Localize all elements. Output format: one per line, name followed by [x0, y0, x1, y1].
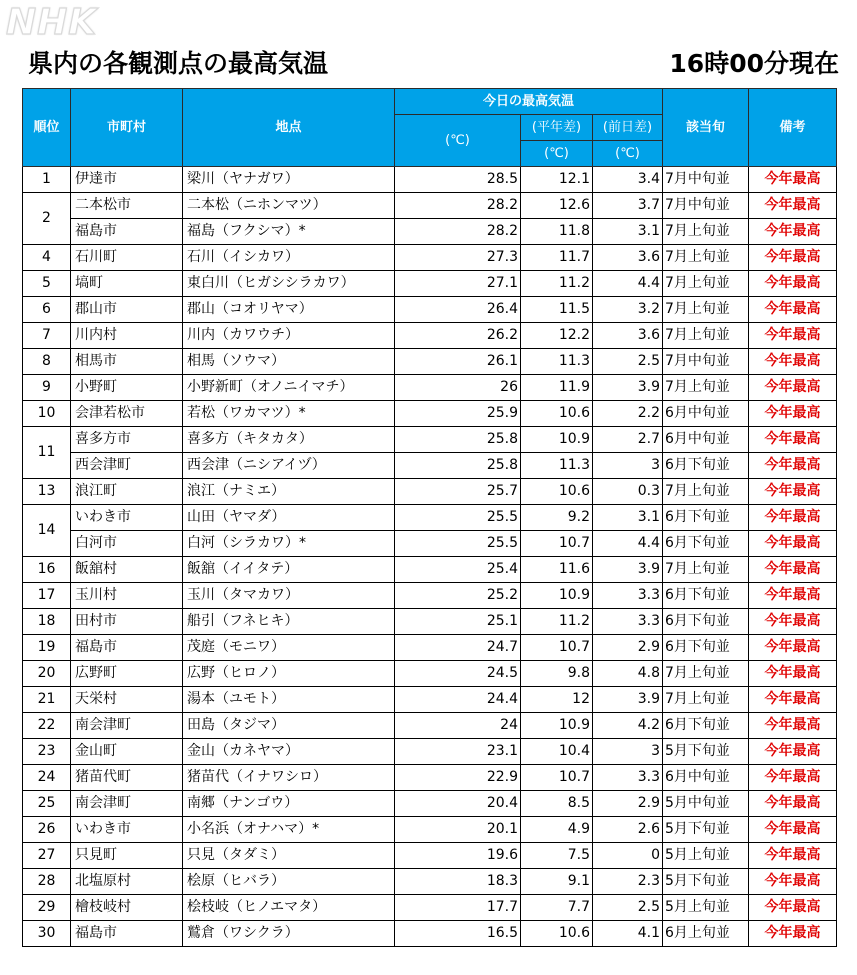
temp-cell: 20.4: [395, 791, 521, 817]
temp-cell: 22.9: [395, 765, 521, 791]
diff-normal-cell: 11.2: [521, 609, 593, 635]
temp-cell: 25.8: [395, 427, 521, 453]
note-cell: 今年最高: [749, 505, 837, 531]
diff-prev-cell: 0: [593, 843, 663, 869]
table-row: [23, 271, 837, 297]
header-temp-unit: (℃): [395, 115, 521, 167]
rank-cell: 26: [23, 817, 71, 843]
point-cell: 若松（ワカマツ）*: [183, 401, 395, 427]
note-cell: 今年最高: [749, 687, 837, 713]
point-cell: 南郷（ナンゴウ）: [183, 791, 395, 817]
point-cell: 相馬（ソウマ）: [183, 349, 395, 375]
rank-cell: 5: [23, 271, 71, 297]
period-cell: 7月中旬並: [663, 167, 749, 193]
table-row: [23, 609, 837, 635]
period-cell: 6月中旬並: [663, 765, 749, 791]
note-cell: 今年最高: [749, 453, 837, 479]
table-row: [23, 739, 837, 765]
note-cell: 今年最高: [749, 245, 837, 271]
diff-normal-cell: 11.2: [521, 271, 593, 297]
header-diff-normal-unit: (℃): [521, 141, 593, 167]
header-city: 市町村: [71, 89, 183, 167]
point-cell: 郡山（コオリヤマ）: [183, 297, 395, 323]
rank-cell: 11: [23, 427, 71, 479]
point-cell: 二本松（ニホンマツ）: [183, 193, 395, 219]
diff-prev-cell: 3.6: [593, 245, 663, 271]
table-row: [23, 713, 837, 739]
temp-cell: 25.2: [395, 583, 521, 609]
header-diff-prev-unit: (℃): [593, 141, 663, 167]
diff-normal-cell: 8.5: [521, 791, 593, 817]
city-cell: 喜多方市: [71, 427, 183, 453]
period-cell: 5月下旬並: [663, 817, 749, 843]
city-cell: いわき市: [71, 505, 183, 531]
diff-normal-cell: 11.8: [521, 219, 593, 245]
diff-normal-cell: 11.5: [521, 297, 593, 323]
timestamp: 16時00分現在: [669, 49, 839, 78]
city-cell: 石川町: [71, 245, 183, 271]
table-body: [23, 167, 837, 947]
header-period: 該当旬: [663, 89, 749, 167]
point-cell: 小野新町（オノニイマチ）: [183, 375, 395, 401]
rank-cell: 16: [23, 557, 71, 583]
city-cell: 檜枝岐村: [71, 895, 183, 921]
note-cell: 今年最高: [749, 323, 837, 349]
diff-prev-cell: 3.2: [593, 297, 663, 323]
note-cell: 今年最高: [749, 765, 837, 791]
table-row: [23, 453, 837, 479]
point-cell: 喜多方（キタカタ）: [183, 427, 395, 453]
temp-cell: 28.2: [395, 193, 521, 219]
diff-normal-cell: 12.1: [521, 167, 593, 193]
diff-prev-cell: 4.4: [593, 531, 663, 557]
table-row: [23, 817, 837, 843]
diff-normal-cell: 11.9: [521, 375, 593, 401]
note-cell: 今年最高: [749, 531, 837, 557]
table-row: [23, 687, 837, 713]
rank-cell: 9: [23, 375, 71, 401]
note-cell: 今年最高: [749, 167, 837, 193]
header-note: 備考: [749, 89, 837, 167]
point-cell: 小名浜（オナハマ）*: [183, 817, 395, 843]
city-cell: 北塩原村: [71, 869, 183, 895]
table-row: [23, 661, 837, 687]
temp-cell: 27.1: [395, 271, 521, 297]
note-cell: 今年最高: [749, 583, 837, 609]
table-row: [23, 219, 837, 245]
table-row: [23, 635, 837, 661]
note-cell: 今年最高: [749, 739, 837, 765]
point-cell: 梁川（ヤナガワ）: [183, 167, 395, 193]
table-row: [23, 505, 837, 531]
diff-prev-cell: 3.1: [593, 505, 663, 531]
diff-normal-cell: 10.9: [521, 713, 593, 739]
diff-prev-cell: 2.5: [593, 349, 663, 375]
rank-cell: 18: [23, 609, 71, 635]
point-cell: 茂庭（モニワ）: [183, 635, 395, 661]
table-row: [23, 557, 837, 583]
city-cell: 南会津町: [71, 713, 183, 739]
diff-normal-cell: 12.2: [521, 323, 593, 349]
rank-cell: 17: [23, 583, 71, 609]
diff-prev-cell: 2.9: [593, 791, 663, 817]
diff-normal-cell: 10.4: [521, 739, 593, 765]
diff-prev-cell: 2.9: [593, 635, 663, 661]
temp-cell: 25.9: [395, 401, 521, 427]
diff-prev-cell: 3.3: [593, 765, 663, 791]
period-cell: 7月上旬並: [663, 557, 749, 583]
diff-normal-cell: 9.2: [521, 505, 593, 531]
note-cell: 今年最高: [749, 843, 837, 869]
table-row: [23, 401, 837, 427]
city-cell: 福島市: [71, 635, 183, 661]
temperature-table: [22, 88, 837, 947]
table-row: [23, 375, 837, 401]
header-point: 地点: [183, 89, 395, 167]
temp-cell: 16.5: [395, 921, 521, 947]
temp-cell: 18.3: [395, 869, 521, 895]
point-cell: 田島（タジマ）: [183, 713, 395, 739]
point-cell: 川内（カワウチ）: [183, 323, 395, 349]
city-cell: 川内村: [71, 323, 183, 349]
period-cell: 6月下旬並: [663, 453, 749, 479]
temp-cell: 17.7: [395, 895, 521, 921]
diff-normal-cell: 11.3: [521, 349, 593, 375]
point-cell: 福島（フクシマ）*: [183, 219, 395, 245]
note-cell: 今年最高: [749, 401, 837, 427]
header-rank: 順位: [23, 89, 71, 167]
diff-prev-cell: 4.8: [593, 661, 663, 687]
diff-normal-cell: 11.3: [521, 453, 593, 479]
diff-prev-cell: 2.5: [593, 895, 663, 921]
city-cell: 田村市: [71, 609, 183, 635]
point-cell: 鷲倉（ワシクラ）: [183, 921, 395, 947]
point-cell: 浪江（ナミエ）: [183, 479, 395, 505]
table-row: [23, 167, 837, 193]
temp-cell: 25.5: [395, 531, 521, 557]
temp-cell: 25.7: [395, 479, 521, 505]
note-cell: 今年最高: [749, 271, 837, 297]
diff-prev-cell: 2.6: [593, 817, 663, 843]
diff-normal-cell: 9.8: [521, 661, 593, 687]
rank-cell: 28: [23, 869, 71, 895]
city-cell: 西会津町: [71, 453, 183, 479]
note-cell: 今年最高: [749, 791, 837, 817]
temp-cell: 20.1: [395, 817, 521, 843]
diff-normal-cell: 11.6: [521, 557, 593, 583]
city-cell: 飯舘村: [71, 557, 183, 583]
table-row: [23, 297, 837, 323]
period-cell: 7月中旬並: [663, 349, 749, 375]
table-row: [23, 349, 837, 375]
city-cell: 浪江町: [71, 479, 183, 505]
diff-prev-cell: 2.7: [593, 427, 663, 453]
rank-cell: 7: [23, 323, 71, 349]
period-cell: 7月上旬並: [663, 323, 749, 349]
point-cell: 石川（イシカワ）: [183, 245, 395, 271]
diff-prev-cell: 4.2: [593, 713, 663, 739]
point-cell: 船引（フネヒキ）: [183, 609, 395, 635]
rank-cell: 2: [23, 193, 71, 245]
rank-cell: 19: [23, 635, 71, 661]
note-cell: 今年最高: [749, 427, 837, 453]
table-row: [23, 427, 837, 453]
period-cell: 6月下旬並: [663, 583, 749, 609]
diff-normal-cell: 7.7: [521, 895, 593, 921]
city-cell: 福島市: [71, 921, 183, 947]
temp-cell: 25.8: [395, 453, 521, 479]
period-cell: 7月上旬並: [663, 297, 749, 323]
period-cell: 6月下旬並: [663, 635, 749, 661]
note-cell: 今年最高: [749, 609, 837, 635]
rank-cell: 24: [23, 765, 71, 791]
diff-prev-cell: 2.2: [593, 401, 663, 427]
diff-prev-cell: 3.6: [593, 323, 663, 349]
temp-cell: 19.6: [395, 843, 521, 869]
city-cell: 天栄村: [71, 687, 183, 713]
table-row: [23, 583, 837, 609]
diff-normal-cell: 12.6: [521, 193, 593, 219]
temp-cell: 26.4: [395, 297, 521, 323]
city-cell: 小野町: [71, 375, 183, 401]
diff-prev-cell: 3: [593, 453, 663, 479]
period-cell: 5月中旬並: [663, 791, 749, 817]
diff-normal-cell: 10.9: [521, 427, 593, 453]
diff-normal-cell: 10.6: [521, 921, 593, 947]
city-cell: 福島市: [71, 219, 183, 245]
city-cell: 郡山市: [71, 297, 183, 323]
period-cell: 7月上旬並: [663, 479, 749, 505]
diff-prev-cell: 3.9: [593, 557, 663, 583]
city-cell: 塙町: [71, 271, 183, 297]
rank-cell: 6: [23, 297, 71, 323]
point-cell: 猪苗代（イナワシロ）: [183, 765, 395, 791]
point-cell: 湯本（ユモト）: [183, 687, 395, 713]
rank-cell: 1: [23, 167, 71, 193]
diff-normal-cell: 4.9: [521, 817, 593, 843]
diff-normal-cell: 12: [521, 687, 593, 713]
point-cell: 西会津（ニシアイヅ）: [183, 453, 395, 479]
rank-cell: 20: [23, 661, 71, 687]
city-cell: 広野町: [71, 661, 183, 687]
city-cell: 玉川村: [71, 583, 183, 609]
city-cell: 相馬市: [71, 349, 183, 375]
note-cell: 今年最高: [749, 817, 837, 843]
diff-normal-cell: 7.5: [521, 843, 593, 869]
city-cell: 伊達市: [71, 167, 183, 193]
diff-prev-cell: 3.9: [593, 375, 663, 401]
city-cell: 只見町: [71, 843, 183, 869]
period-cell: 6月下旬並: [663, 713, 749, 739]
note-cell: 今年最高: [749, 921, 837, 947]
period-cell: 7月上旬並: [663, 375, 749, 401]
diff-prev-cell: 4.4: [593, 271, 663, 297]
diff-prev-cell: 0.3: [593, 479, 663, 505]
rank-cell: 23: [23, 739, 71, 765]
table-row: [23, 765, 837, 791]
point-cell: 山田（ヤマダ）: [183, 505, 395, 531]
temp-cell: 24.5: [395, 661, 521, 687]
diff-prev-cell: 3.3: [593, 609, 663, 635]
note-cell: 今年最高: [749, 713, 837, 739]
temp-cell: 28.2: [395, 219, 521, 245]
city-cell: 二本松市: [71, 193, 183, 219]
period-cell: 6月下旬並: [663, 505, 749, 531]
temp-cell: 25.4: [395, 557, 521, 583]
diff-prev-cell: 4.1: [593, 921, 663, 947]
diff-normal-cell: 9.1: [521, 869, 593, 895]
table-row: [23, 531, 837, 557]
rank-cell: 14: [23, 505, 71, 557]
rank-cell: 29: [23, 895, 71, 921]
temp-cell: 24: [395, 713, 521, 739]
diff-prev-cell: 3.7: [593, 193, 663, 219]
rank-cell: 22: [23, 713, 71, 739]
point-cell: 白河（シラカワ）*: [183, 531, 395, 557]
city-cell: 会津若松市: [71, 401, 183, 427]
period-cell: 7月上旬並: [663, 687, 749, 713]
table-row: [23, 479, 837, 505]
point-cell: 玉川（タマカワ）: [183, 583, 395, 609]
period-cell: 5月下旬並: [663, 869, 749, 895]
note-cell: 今年最高: [749, 219, 837, 245]
note-cell: 今年最高: [749, 193, 837, 219]
period-cell: 6月中旬並: [663, 401, 749, 427]
temp-cell: 28.5: [395, 167, 521, 193]
diff-prev-cell: 3: [593, 739, 663, 765]
diff-normal-cell: 10.6: [521, 479, 593, 505]
table-row: [23, 921, 837, 947]
temp-cell: 25.1: [395, 609, 521, 635]
diff-prev-cell: 3.4: [593, 167, 663, 193]
table-row: [23, 245, 837, 271]
diff-normal-cell: 10.7: [521, 531, 593, 557]
period-cell: 7月上旬並: [663, 271, 749, 297]
point-cell: 金山（カネヤマ）: [183, 739, 395, 765]
period-cell: 6月下旬並: [663, 609, 749, 635]
period-cell: 6月下旬並: [663, 531, 749, 557]
period-cell: 7月上旬並: [663, 245, 749, 271]
rank-cell: 21: [23, 687, 71, 713]
nhk-logo: NHK: [6, 2, 98, 43]
temp-cell: 23.1: [395, 739, 521, 765]
note-cell: 今年最高: [749, 557, 837, 583]
table-row: [23, 843, 837, 869]
period-cell: 6月中旬並: [663, 427, 749, 453]
period-cell: 5月上旬並: [663, 895, 749, 921]
point-cell: 只見（タダミ）: [183, 843, 395, 869]
temp-cell: 26: [395, 375, 521, 401]
diff-normal-cell: 10.9: [521, 583, 593, 609]
temp-cell: 24.4: [395, 687, 521, 713]
table-row: [23, 895, 837, 921]
diff-normal-cell: 11.7: [521, 245, 593, 271]
note-cell: 今年最高: [749, 349, 837, 375]
header-diff-normal: (平年差): [521, 115, 593, 141]
temp-cell: 25.5: [395, 505, 521, 531]
table-row: [23, 869, 837, 895]
table-row: [23, 323, 837, 349]
note-cell: 今年最高: [749, 635, 837, 661]
diff-prev-cell: 2.3: [593, 869, 663, 895]
point-cell: 桧原（ヒバラ）: [183, 869, 395, 895]
temp-cell: 24.7: [395, 635, 521, 661]
period-cell: 5月下旬並: [663, 739, 749, 765]
point-cell: 桧枝岐（ヒノエマタ）: [183, 895, 395, 921]
diff-normal-cell: 10.7: [521, 635, 593, 661]
rank-cell: 13: [23, 479, 71, 505]
diff-normal-cell: 10.6: [521, 401, 593, 427]
city-cell: 猪苗代町: [71, 765, 183, 791]
period-cell: 6月上旬並: [663, 921, 749, 947]
temp-cell: 27.3: [395, 245, 521, 271]
diff-prev-cell: 3.9: [593, 687, 663, 713]
point-cell: 飯舘（イイタテ）: [183, 557, 395, 583]
diff-prev-cell: 3.3: [593, 583, 663, 609]
temp-cell: 26.2: [395, 323, 521, 349]
city-cell: 南会津町: [71, 791, 183, 817]
diff-normal-cell: 10.7: [521, 765, 593, 791]
note-cell: 今年最高: [749, 869, 837, 895]
note-cell: 今年最高: [749, 375, 837, 401]
table-row: [23, 193, 837, 219]
header-group-max-temp: 今日の最高気温: [395, 89, 663, 115]
rank-cell: 4: [23, 245, 71, 271]
city-cell: 白河市: [71, 531, 183, 557]
period-cell: 5月上旬並: [663, 843, 749, 869]
rank-cell: 25: [23, 791, 71, 817]
period-cell: 7月上旬並: [663, 219, 749, 245]
rank-cell: 27: [23, 843, 71, 869]
period-cell: 7月中旬並: [663, 193, 749, 219]
rank-cell: 30: [23, 921, 71, 947]
note-cell: 今年最高: [749, 661, 837, 687]
point-cell: 東白川（ヒガシシラカワ）: [183, 271, 395, 297]
diff-prev-cell: 3.1: [593, 219, 663, 245]
note-cell: 今年最高: [749, 479, 837, 505]
table-row: [23, 791, 837, 817]
period-cell: 7月上旬並: [663, 661, 749, 687]
rank-cell: 8: [23, 349, 71, 375]
page-title: 県内の各観測点の最高気温: [28, 49, 329, 78]
rank-cell: 10: [23, 401, 71, 427]
city-cell: いわき市: [71, 817, 183, 843]
header-diff-prev: (前日差): [593, 115, 663, 141]
temp-cell: 26.1: [395, 349, 521, 375]
note-cell: 今年最高: [749, 895, 837, 921]
note-cell: 今年最高: [749, 297, 837, 323]
point-cell: 広野（ヒロノ）: [183, 661, 395, 687]
city-cell: 金山町: [71, 739, 183, 765]
